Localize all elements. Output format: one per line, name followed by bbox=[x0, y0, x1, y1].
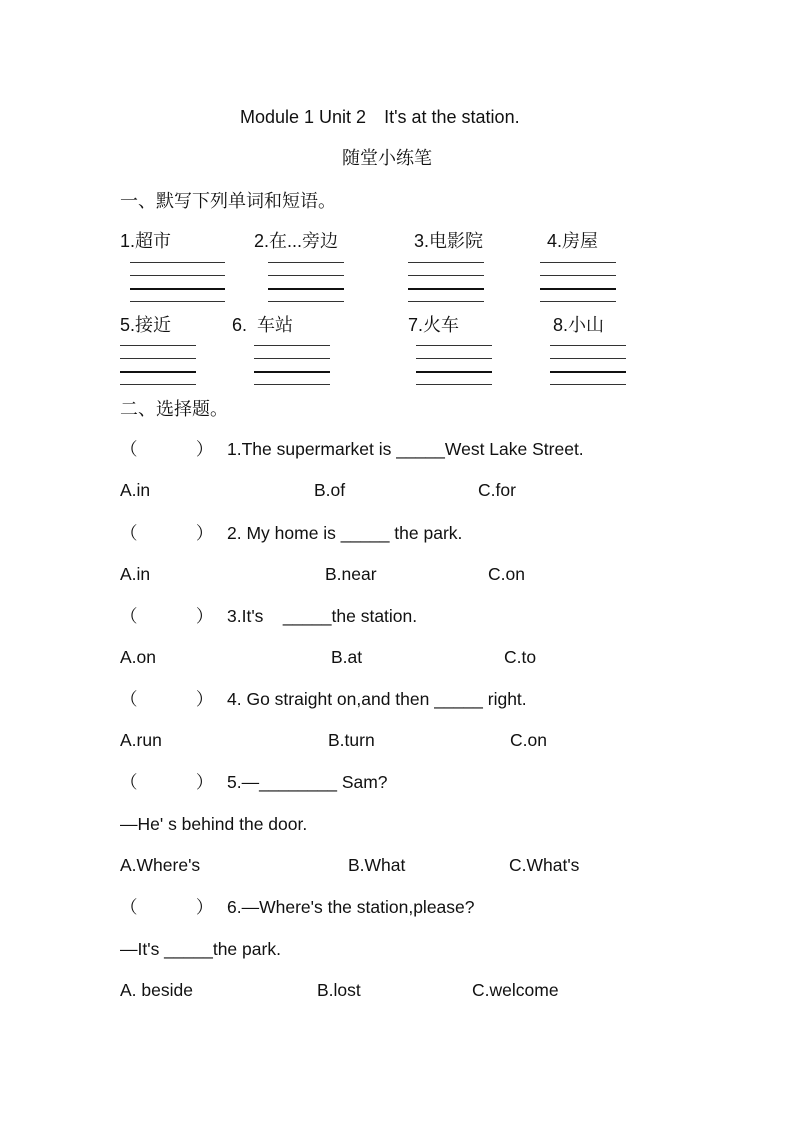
dictation-label: 2.在...旁边 bbox=[254, 231, 339, 251]
option-c: C.What's bbox=[509, 855, 580, 875]
option-a: A. beside bbox=[120, 980, 193, 1000]
question-text: 4. Go straight on,and then _____ right. bbox=[227, 689, 527, 709]
answer-bracket[interactable]: （ ） bbox=[120, 439, 214, 459]
option-a: A.run bbox=[120, 730, 162, 750]
option-c: C.on bbox=[488, 564, 525, 584]
page-title: Module 1 Unit 2 It's at the station. bbox=[240, 107, 520, 127]
dictation-label: 8.小山 bbox=[553, 315, 605, 335]
option-c: C.on bbox=[510, 730, 547, 750]
option-b: B.of bbox=[314, 480, 346, 500]
dictation-label: 7.火车 bbox=[408, 315, 460, 335]
option-a: A.in bbox=[120, 564, 151, 584]
answer-bracket[interactable]: （ ） bbox=[120, 772, 214, 792]
question-text: 3.It's _____the station. bbox=[227, 606, 418, 626]
option-b: B.at bbox=[331, 647, 363, 667]
answer-bracket[interactable]: （ ） bbox=[120, 689, 214, 709]
option-b: B.What bbox=[348, 855, 406, 875]
dictation-label: 3.电影院 bbox=[414, 231, 484, 251]
option-a: A.on bbox=[120, 647, 156, 667]
option-a: A.in bbox=[120, 480, 151, 500]
dialogue-line: —It's _____the park. bbox=[120, 939, 281, 959]
question-text: 1.The supermarket is _____West Lake Street. bbox=[227, 439, 584, 459]
dialogue-line: —He' s behind the door. bbox=[120, 814, 308, 834]
dictation-label: 4.房屋 bbox=[547, 231, 599, 251]
answer-bracket[interactable]: （ ） bbox=[120, 523, 214, 543]
section1-heading: 一、默写下列单词和短语。 bbox=[120, 191, 336, 211]
option-c: C.to bbox=[504, 647, 537, 667]
option-b: B.lost bbox=[317, 980, 361, 1000]
page-subtitle: 随堂小练笔 bbox=[342, 148, 432, 168]
option-a: A.Where's bbox=[120, 855, 201, 875]
dictation-label: 6. 车站 bbox=[232, 315, 294, 335]
section2-heading: 二、选择题。 bbox=[120, 399, 228, 419]
answer-bracket[interactable]: （ ） bbox=[120, 606, 214, 626]
answer-bracket[interactable]: （ ） bbox=[120, 897, 214, 917]
option-c: C.welcome bbox=[472, 980, 559, 1000]
option-b: B.turn bbox=[328, 730, 375, 750]
option-b: B.near bbox=[325, 564, 377, 584]
question-text: 6.—Where's the station,please? bbox=[227, 897, 475, 917]
question-text: 2. My home is _____ the park. bbox=[227, 523, 463, 543]
dictation-label: 1.超市 bbox=[120, 231, 172, 251]
option-c: C.for bbox=[478, 480, 516, 500]
dictation-label: 5.接近 bbox=[120, 315, 172, 335]
question-text: 5.—________ Sam? bbox=[227, 772, 388, 792]
